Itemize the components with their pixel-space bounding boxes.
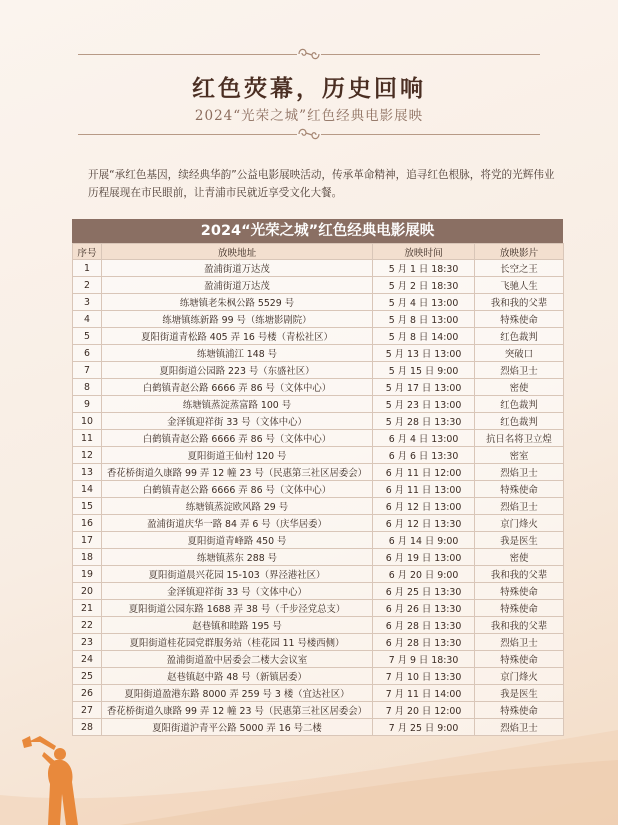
cell-film: 抗日名将卫立煌: [475, 430, 564, 447]
cell-address: 白鹤镇青赵公路 6666 弄 86 号（文体中心）: [102, 379, 373, 396]
column-header-film: 放映影片: [475, 244, 564, 260]
table-row: [73, 481, 564, 498]
cell-address: 夏阳街道公园东路 1688 弄 38 号（千步泾党总支）: [102, 600, 373, 617]
table-row: [73, 668, 564, 685]
cell-address: 香花桥街道久康路 99 弄 12 幢 23 号（民惠第三社区居委会）: [102, 464, 373, 481]
cell-address: 盈浦街道万达茂: [102, 260, 373, 277]
cell-index: 9: [73, 396, 102, 413]
cell-film: 特殊使命: [475, 583, 564, 600]
table-row: [73, 345, 564, 362]
cell-address: 金泽镇迎祥街 33 号（文体中心）: [102, 413, 373, 430]
cell-address: 金泽镇迎祥街 33 号（文体中心）: [102, 583, 373, 600]
cell-index: 3: [73, 294, 102, 311]
ornament-scroll-icon: [291, 44, 327, 64]
cell-film: 烈焰卫士: [475, 634, 564, 651]
table-body: [73, 260, 564, 736]
cell-time: 5 月 15 日 9:00: [373, 362, 475, 379]
cell-film: 特殊使命: [475, 600, 564, 617]
cell-time: 5 月 23 日 13:00: [373, 396, 475, 413]
cell-time: 6 月 20 日 9:00: [373, 566, 475, 583]
cell-address: 练塘镇蒸淀蒸富路 100 号: [102, 396, 373, 413]
cell-index: 27: [73, 702, 102, 719]
cell-index: 10: [73, 413, 102, 430]
table-row: [73, 430, 564, 447]
table-row: [73, 583, 564, 600]
cell-time: 7 月 10 日 13:30: [373, 668, 475, 685]
table-row: [73, 294, 564, 311]
cell-time: 7 月 20 日 12:00: [373, 702, 475, 719]
cell-address: 白鹤镇青赵公路 6666 弄 86 号（文体中心）: [102, 481, 373, 498]
cell-index: 11: [73, 430, 102, 447]
cell-film: 我和我的父辈: [475, 294, 564, 311]
cell-index: 22: [73, 617, 102, 634]
table-row: [73, 379, 564, 396]
cell-address: 盈浦街道万达茂: [102, 277, 373, 294]
table-row: [73, 617, 564, 634]
cell-index: 14: [73, 481, 102, 498]
table-row: [73, 515, 564, 532]
table-row: [73, 532, 564, 549]
table-row: [73, 685, 564, 702]
table-row: [73, 260, 564, 277]
cell-film: 烈焰卫士: [475, 719, 564, 736]
screening-schedule-table: [72, 219, 563, 736]
cell-film: 特殊使命: [475, 311, 564, 328]
table-row: [73, 634, 564, 651]
cell-film: 烈焰卫士: [475, 362, 564, 379]
cell-index: 12: [73, 447, 102, 464]
cell-index: 16: [73, 515, 102, 532]
table-row: [73, 362, 564, 379]
cell-address: 夏阳街道公园路 223 号（东盛社区）: [102, 362, 373, 379]
cell-index: 2: [73, 277, 102, 294]
cell-address: 盈浦街道盈中居委会二楼大会议室: [102, 651, 373, 668]
cell-index: 24: [73, 651, 102, 668]
table-row: [73, 651, 564, 668]
cell-address: 夏阳街道青峰路 450 号: [102, 532, 373, 549]
column-header-time: 放映时间: [373, 244, 475, 260]
cell-film: 飞驰人生: [475, 277, 564, 294]
table-row: [73, 447, 564, 464]
cell-time: 6 月 14 日 9:00: [373, 532, 475, 549]
cell-index: 1: [73, 260, 102, 277]
cell-time: 5 月 1 日 18:30: [373, 260, 475, 277]
decorative-swoosh: [0, 700, 618, 825]
cell-time: 6 月 19 日 13:00: [373, 549, 475, 566]
cell-index: 21: [73, 600, 102, 617]
cell-index: 7: [73, 362, 102, 379]
cell-address: 夏阳街道王仙村 120 号: [102, 447, 373, 464]
cell-time: 6 月 6 日 13:30: [373, 447, 475, 464]
cell-index: 17: [73, 532, 102, 549]
cell-time: 5 月 8 日 13:00: [373, 311, 475, 328]
cell-film: 我和我的父辈: [475, 566, 564, 583]
cell-index: 19: [73, 566, 102, 583]
cell-time: 5 月 2 日 18:30: [373, 277, 475, 294]
cell-time: 6 月 12 日 13:30: [373, 515, 475, 532]
cell-film: 突破口: [475, 345, 564, 362]
table-row: [73, 396, 564, 413]
cell-time: 7 月 11 日 14:00: [373, 685, 475, 702]
cell-film: 密使: [475, 549, 564, 566]
cell-film: 特殊使命: [475, 481, 564, 498]
cell-index: 25: [73, 668, 102, 685]
cell-address: 夏阳街道沪青平公路 5000 弄 16 号二楼: [102, 719, 373, 736]
cell-film: 密使: [475, 379, 564, 396]
cell-film: 烈焰卫士: [475, 498, 564, 515]
table-row: [73, 413, 564, 430]
cell-address: 练塘镇老朱枫公路 5529 号: [102, 294, 373, 311]
cell-index: 6: [73, 345, 102, 362]
ornament-scroll-icon: [291, 124, 327, 144]
cell-time: 6 月 25 日 13:30: [373, 583, 475, 600]
cell-film: 特殊使命: [475, 651, 564, 668]
cell-address: 夏阳街道青松路 405 弄 16 号楼（青松社区）: [102, 328, 373, 345]
table-header-row: [73, 244, 564, 260]
cell-time: 7 月 9 日 18:30: [373, 651, 475, 668]
cell-address: 香花桥街道久康路 99 弄 12 幢 23 号（民惠第三社区居委会）: [102, 702, 373, 719]
cell-address: 赵巷镇和睦路 195 号: [102, 617, 373, 634]
cell-film: 特殊使命: [475, 702, 564, 719]
cell-film: 密室: [475, 447, 564, 464]
cell-film: 我是医生: [475, 685, 564, 702]
page-subtitle: 2024“光荣之城”红色经典电影展映: [194, 108, 424, 124]
cell-index: 13: [73, 464, 102, 481]
cell-film: 京门烽火: [475, 515, 564, 532]
cell-film: 我是医生: [475, 532, 564, 549]
cell-film: 烈焰卫士: [475, 464, 564, 481]
cell-address: 练塘镇浦江 148 号: [102, 345, 373, 362]
cell-address: 夏阳街道盈港东路 8000 弄 259 号 3 楼（宜达社区）: [102, 685, 373, 702]
table-row: [73, 566, 564, 583]
cell-time: 6 月 11 日 12:00: [373, 464, 475, 481]
cell-film: 京门烽火: [475, 668, 564, 685]
cell-time: 6 月 11 日 13:00: [373, 481, 475, 498]
cell-address: 夏阳街道桂花园党群服务站（桂花园 11 号楼西侧）: [102, 634, 373, 651]
cell-film: 红色裁判: [475, 396, 564, 413]
cell-address: 练塘镇练新路 99 号（练塘影剧院）: [102, 311, 373, 328]
table-row: [73, 498, 564, 515]
cell-film: 红色裁判: [475, 413, 564, 430]
bugler-silhouette-icon: [20, 732, 80, 825]
table-row: [73, 328, 564, 345]
cell-index: 18: [73, 549, 102, 566]
table-row: [73, 464, 564, 481]
cell-time: 5 月 28 日 13:30: [373, 413, 475, 430]
cell-index: 5: [73, 328, 102, 345]
cell-time: 6 月 28 日 13:30: [373, 634, 475, 651]
cell-address: 练塘镇蒸东 288 号: [102, 549, 373, 566]
intro-paragraph: 开展“承红色基因，续经典华韵”公益电影展映活动，传承革命精神，追寻红色根脉，将党的光辉伟业历程展现在市民眼前，让青浦市民就近享受文化大餐。: [88, 169, 555, 199]
cell-address: 盈浦街道庆华一路 84 弄 6 号（庆华居委）: [102, 515, 373, 532]
cell-time: 6 月 12 日 13:00: [373, 498, 475, 515]
cell-time: 5 月 8 日 14:00: [373, 328, 475, 345]
table-row: [73, 549, 564, 566]
table-row: [73, 277, 564, 294]
cell-address: 练塘镇蒸淀欧风路 29 号: [102, 498, 373, 515]
cell-time: 6 月 28 日 13:30: [373, 617, 475, 634]
cell-time: 7 月 25 日 9:00: [373, 719, 475, 736]
cell-index: 23: [73, 634, 102, 651]
cell-index: 28: [73, 719, 102, 736]
cell-index: 8: [73, 379, 102, 396]
cell-index: 4: [73, 311, 102, 328]
table-row: [73, 600, 564, 617]
table-title: 2024“光荣之城”红色经典电影展映: [72, 219, 563, 243]
page-title: 红色荧幕，历史回响: [192, 75, 426, 102]
cell-film: 长空之王: [475, 260, 564, 277]
cell-address: 赵巷镇赵中路 48 号（新镇居委）: [102, 668, 373, 685]
cell-film: 红色裁判: [475, 328, 564, 345]
table-row: [73, 311, 564, 328]
cell-time: 5 月 13 日 13:00: [373, 345, 475, 362]
cell-time: 5 月 17 日 13:00: [373, 379, 475, 396]
cell-address: 白鹤镇青赵公路 6666 弄 86 号（文体中心）: [102, 430, 373, 447]
column-header-address: 放映地址: [102, 244, 373, 260]
cell-address: 夏阳街道晨兴花园 15-103（界泾港社区）: [102, 566, 373, 583]
cell-time: 6 月 4 日 13:00: [373, 430, 475, 447]
cell-time: 5 月 4 日 13:00: [373, 294, 475, 311]
cell-index: 20: [73, 583, 102, 600]
cell-time: 6 月 26 日 13:30: [373, 600, 475, 617]
cell-film: 我和我的父辈: [475, 617, 564, 634]
column-header-index: 序号: [73, 244, 102, 260]
cell-index: 26: [73, 685, 102, 702]
cell-index: 15: [73, 498, 102, 515]
